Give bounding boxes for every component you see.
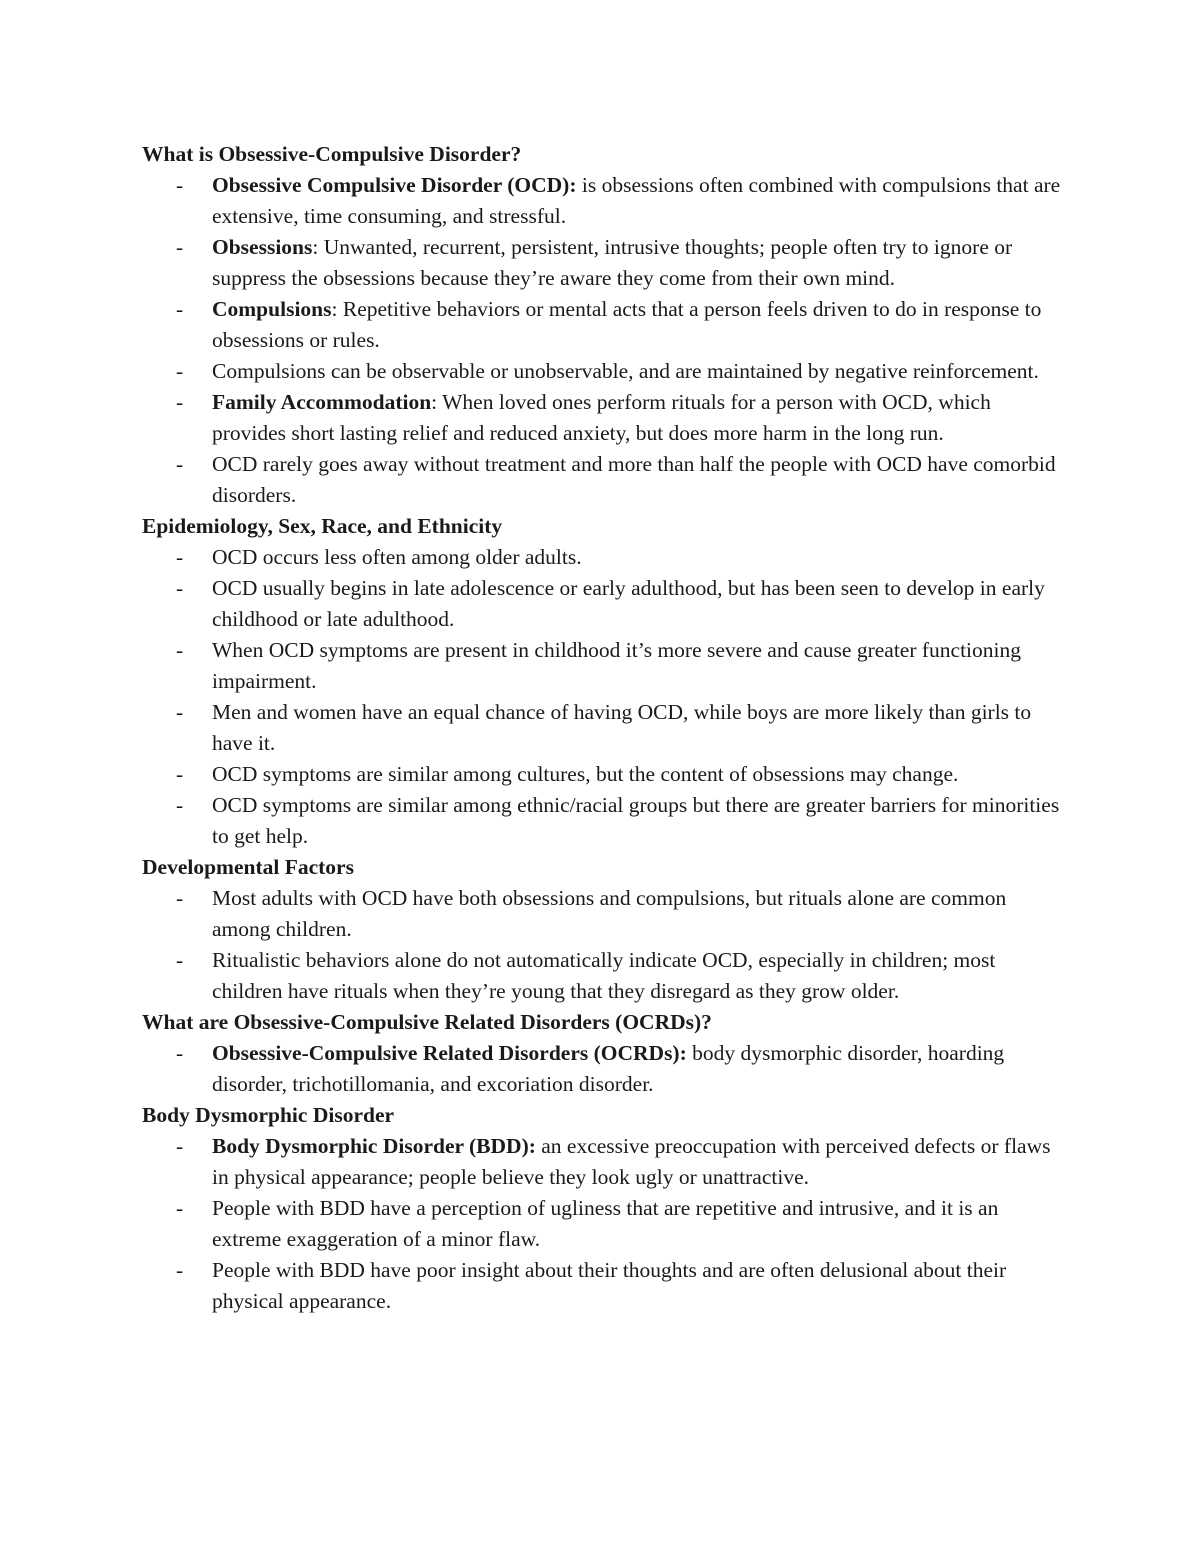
bullet-dash: -	[176, 700, 184, 724]
item-text: When OCD symptoms are present in childhood it’s more severe and cause greater functioning impairment.	[212, 638, 1022, 693]
section-heading: What is Obsessive-Compulsive Disorder?	[142, 142, 522, 166]
item-text: is obsessions often combined with compulsions that are extensive, time consuming, and stressful.	[212, 173, 1061, 228]
bullet-dash: -	[176, 886, 184, 910]
list-item	[142, 1131, 1062, 1193]
bullet-dash: -	[176, 390, 184, 414]
list-item	[142, 294, 1062, 356]
item-text: : Repetitive behaviors or mental acts that a person feels driven to do in response to obsessions or rules.	[212, 297, 1042, 352]
item-text: OCD occurs less often among older adults.	[212, 545, 582, 569]
bullet-dash: -	[176, 638, 184, 662]
list-item	[142, 170, 1062, 232]
bullet-dash: -	[176, 1041, 184, 1065]
list-item	[142, 1038, 1062, 1100]
section-heading: Body Dysmorphic Disorder	[142, 1103, 395, 1127]
list-item	[142, 573, 1062, 635]
section-epidemiology	[142, 511, 1062, 852]
section-body-dysmorphic-disorder	[142, 1100, 1062, 1317]
bullet-dash: -	[176, 762, 184, 786]
bullet-dash: -	[176, 173, 184, 197]
item-text: Compulsions can be observable or unobservable, and are maintained by negative reinforcement.	[212, 359, 1039, 383]
bullet-dash: -	[176, 235, 184, 259]
bullet-list	[142, 170, 1062, 511]
bold-term: Family Accommodation	[212, 390, 432, 414]
item-text: OCD symptoms are similar among ethnic/racial groups but there are greater barriers for minorities to get help.	[212, 793, 1060, 848]
bullet-dash: -	[176, 297, 184, 321]
bullet-dash: -	[176, 948, 184, 972]
list-item	[142, 1255, 1062, 1317]
item-text: OCD rarely goes away without treatment and more than half the people with OCD have comorbid disorders.	[212, 452, 1056, 507]
item-text: : When loved ones perform rituals for a person with OCD, which provides short lasting relief and reduced anxiety, but does more harm in the long run.	[212, 390, 991, 445]
section-developmental-factors	[142, 852, 1062, 1007]
list-item	[142, 356, 1062, 387]
bullet-dash: -	[176, 1258, 184, 1282]
bullet-list	[142, 542, 1062, 852]
item-text: : Unwanted, recurrent, persistent, intrusive thoughts; people often try to ignore or suppress the obsessions because they’re aware they come from their own mind.	[212, 235, 1013, 290]
bullet-dash: -	[176, 1196, 184, 1220]
bold-term: Obsessive-Compulsive Related Disorders (OCRDs):	[212, 1041, 687, 1065]
bold-term: Obsessions	[212, 235, 313, 259]
item-text: Most adults with OCD have both obsessions and compulsions, but rituals alone are common among children.	[212, 886, 1007, 941]
section-what-is-ocd	[142, 139, 1062, 511]
item-text: body dysmorphic disorder, hoarding disorder, trichotillomania, and excoriation disorder.	[212, 1041, 1005, 1096]
list-item	[142, 759, 1062, 790]
bullet-dash: -	[176, 545, 184, 569]
list-item	[142, 883, 1062, 945]
item-text: People with BDD have a perception of ugliness that are repetitive and intrusive, and it is an extreme exaggeration of a minor flaw.	[212, 1196, 999, 1251]
item-text: OCD usually begins in late adolescence or early adulthood, but has been seen to develop in early childhood or late adulthood.	[212, 576, 1045, 631]
bold-term: Obsessive Compulsive Disorder (OCD):	[212, 173, 577, 197]
list-item	[142, 945, 1062, 1007]
list-item	[142, 1193, 1062, 1255]
bullet-dash: -	[176, 452, 184, 476]
bullet-dash: -	[176, 793, 184, 817]
item-text: an excessive preoccupation with perceived defects or flaws in physical appearance; people believe they look ugly or unattractive.	[212, 1134, 1051, 1189]
list-item	[142, 635, 1062, 697]
bold-term: Compulsions	[212, 297, 332, 321]
list-item	[142, 232, 1062, 294]
list-item	[142, 697, 1062, 759]
bullet-list	[142, 1131, 1062, 1317]
bullet-dash: -	[176, 359, 184, 383]
item-text: Ritualistic behaviors alone do not automatically indicate OCD, especially in children; most children have rituals when they’re young that they disregard as they grow older.	[212, 948, 996, 1003]
bullet-list	[142, 1038, 1062, 1100]
item-text: People with BDD have poor insight about their thoughts and are often delusional about their physical appearance.	[212, 1258, 1007, 1313]
list-item	[142, 449, 1062, 511]
section-heading: Epidemiology, Sex, Race, and Ethnicity	[142, 514, 503, 538]
list-item	[142, 387, 1062, 449]
list-item	[142, 542, 1062, 573]
bold-term: Body Dysmorphic Disorder (BDD):	[212, 1134, 536, 1158]
document-page	[142, 139, 1062, 1317]
bullet-dash: -	[176, 576, 184, 600]
item-text: OCD symptoms are similar among cultures, but the content of obsessions may change.	[212, 762, 959, 786]
bullet-list	[142, 883, 1062, 1007]
item-text: Men and women have an equal chance of having OCD, while boys are more likely than girls to have it.	[212, 700, 1032, 755]
list-item	[142, 790, 1062, 852]
section-ocrds	[142, 1007, 1062, 1100]
bullet-dash: -	[176, 1134, 184, 1158]
section-heading: Developmental Factors	[142, 855, 354, 879]
section-heading: What are Obsessive-Compulsive Related Disorders (OCRDs)?	[142, 1010, 712, 1034]
